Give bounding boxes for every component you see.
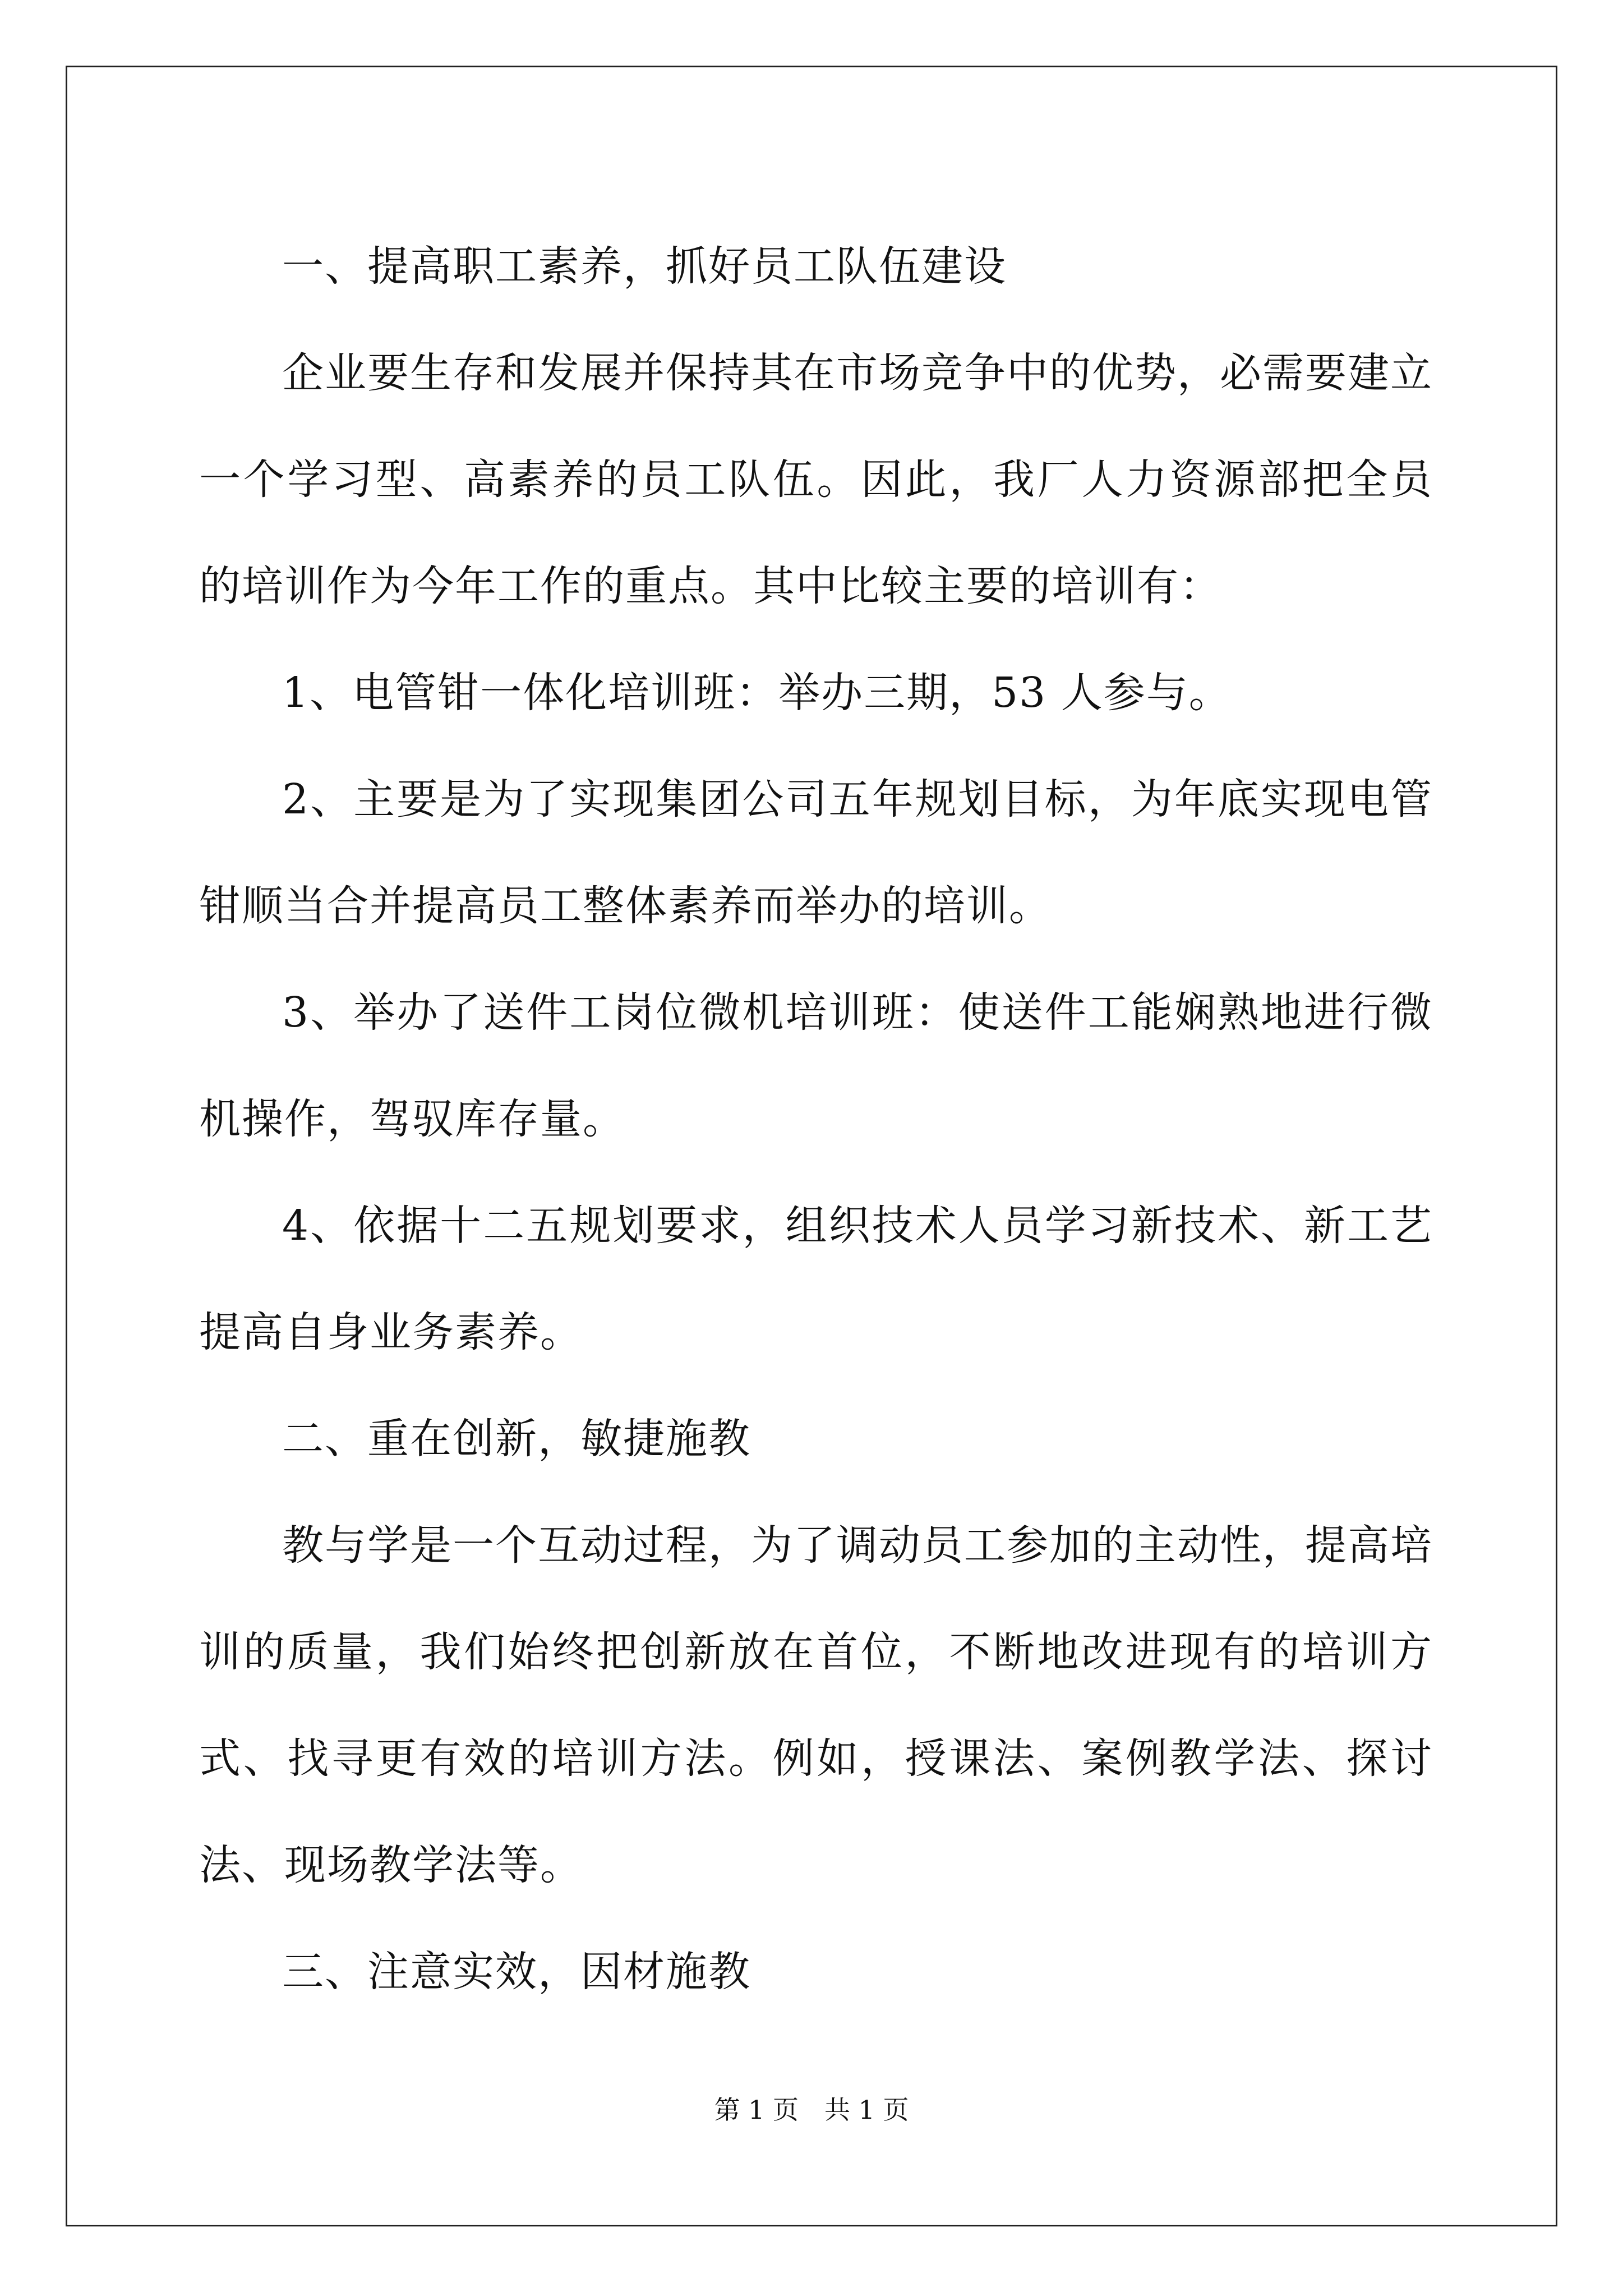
list-item-1: 1、电管钳一体化培训班：举办三期，53 人参与。 (282, 669, 1232, 717)
document-body (199, 213, 1433, 2025)
section-heading-2: 二、重在创新，敏捷施教 (282, 1415, 751, 1463)
section-heading-3: 三、注意实效，因材施教 (282, 1948, 751, 1996)
body-paragraph: 教与学是一个互动过程，为了调动员工参加的主动性，提高培训的质量，我们始终把创新放在首位，不断地改进现有的培训方式、找寻更有效的培训方法。例如，授课法、案例教学法、探讨法、现场教学法等。 (199, 1521, 1433, 1889)
section-heading-1: 一、提高职工素养，抓好员工队伍建设 (282, 242, 1007, 291)
list-item-3: 3、举办了送件工岗位微机培训班：使送件工能娴熟地进行微机操作，驾驭库存量。 (199, 988, 1433, 1143)
list-item-2: 2、主要是为了实现集团公司五年规划目标，为年底实现电管钳顺当合并提高员工整体素养而举办的培训。 (199, 775, 1433, 930)
body-paragraph: 企业要生存和发展并保持其在市场竞争中的优势，必需要建立一个学习型、高素养的员工队伍。因此，我厂人力资源部把全员的培训作为今年工作的重点。其中比较主要的培训有： (199, 349, 1433, 610)
page-footer: 第 1 页 共 1 页 (714, 2095, 909, 2125)
list-item-4: 4、依据十二五规划要求，组织技术人员学习新技术、新工艺提高自身业务素养。 (199, 1202, 1433, 1356)
